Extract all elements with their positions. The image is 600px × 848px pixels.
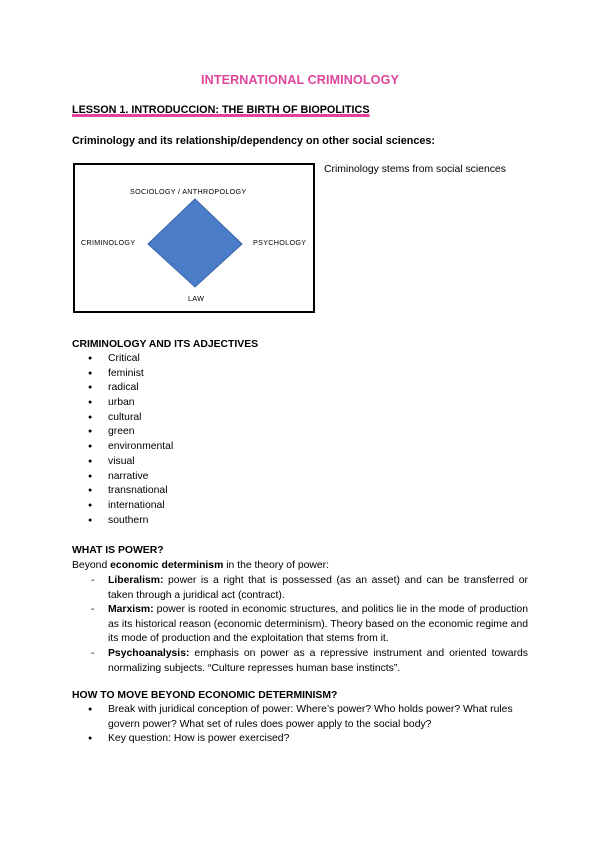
list-item: ● transnational (72, 484, 173, 499)
list-item: ● feminist (72, 367, 173, 382)
theory-text: power is rooted in economic structures, and politics lie in the mode of production as its historical reason (economic determinism). Theory based on the economic regime and its mode of production and the exploitation that stems from it. (108, 604, 528, 645)
list-item (72, 574, 528, 603)
list-item: ● international (72, 499, 173, 514)
power-intro-bold: economic determinism (110, 560, 224, 571)
power-theories-list (72, 574, 528, 676)
list-item: ● radical (72, 381, 173, 396)
adjectives-heading: CRIMINOLOGY AND ITS ADJECTIVES (72, 339, 259, 350)
power-intro-post: in the theory of power: (223, 560, 330, 571)
diagram-label-left: CRIMINOLOGY (81, 238, 136, 247)
list-item: ● narrative (72, 470, 173, 485)
list-item: ● Break with juridical conception of power: Where’s power? Who holds power? What rules govern power? What set of rules does power apply to the social body? (72, 703, 528, 732)
beyond-heading: HOW TO MOVE BEYOND ECONOMIC DETERMINISM? (72, 690, 338, 701)
list-item: ● southern (72, 514, 173, 529)
list-item (72, 603, 528, 647)
theory-term: Psychoanalysis: (108, 647, 190, 659)
section-subtitle: Criminology and its relationship/dependency on other social sciences: (72, 135, 435, 147)
list-item: ● green (72, 425, 173, 440)
diagram-label-top: SOCIOLOGY / ANTHROPOLOGY (130, 187, 247, 196)
diamond-shape (148, 199, 242, 287)
list-item: ● urban (72, 396, 173, 411)
power-intro-pre: Beyond (72, 560, 111, 571)
list-item: ● visual (72, 455, 173, 470)
list-item (72, 647, 528, 676)
beyond-list (72, 703, 528, 747)
diagram-label-right: PSYCHOLOGY (253, 238, 307, 247)
theory-text: power is a right that is possessed (as an asset) and can be transferred or taken through a juridical act (contract). (108, 575, 528, 601)
lesson-heading: LESSON 1. INTRODUCCION: THE BIRTH OF BIOPOLITICS (72, 104, 370, 116)
list-item: ● cultural (72, 411, 173, 426)
relationship-diagram (73, 163, 315, 313)
power-intro (72, 560, 329, 571)
theory-term: Marxism: (108, 604, 154, 616)
list-item: ● Key question: How is power exercised? (72, 732, 528, 747)
list-item: ● Critical (72, 352, 173, 367)
diagram-label-bottom: LAW (188, 294, 205, 303)
diagram-note: Criminology stems from social sciences (324, 164, 506, 175)
power-heading: WHAT IS POWER? (72, 545, 164, 556)
theory-term: Liberalism: (108, 575, 164, 586)
document-title: INTERNATIONAL CRIMINOLOGY (201, 73, 399, 87)
list-item: ● environmental (72, 440, 173, 455)
adjectives-list (72, 352, 173, 528)
theory-text: emphasis on power as a repressive instrument and oriented towards normalizing subjects. “Culture represses human base instincts”. (108, 647, 528, 674)
